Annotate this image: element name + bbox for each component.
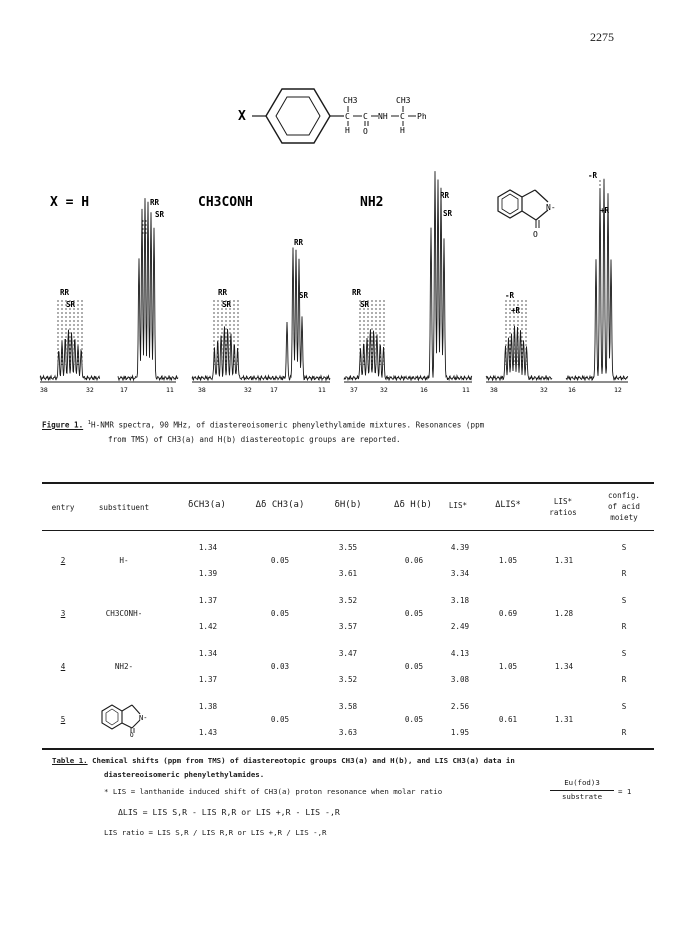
tick-p2-0: 38 [198, 386, 206, 394]
tick-p3-1: 32 [380, 386, 388, 394]
label-minus-r-p4-hb: -R [588, 171, 598, 180]
label-rr-p1-hb: RR [150, 198, 160, 207]
value-d-hb: 3.55 [338, 543, 358, 552]
value-dd-ch3: 0.05 [270, 609, 290, 618]
h-label-2: H [400, 126, 405, 135]
ph-label: Ph [417, 112, 427, 121]
value-lis: 1.95 [450, 728, 470, 737]
value-lis-ratio: 1.28 [554, 609, 574, 618]
nh-label: NH [378, 112, 388, 121]
value-lis-ratio: 1.31 [554, 556, 574, 565]
ch3-label-2: CH3 [396, 96, 411, 105]
header-substituent: substituent [98, 503, 150, 512]
h-label-1: H [345, 126, 350, 135]
value-lis: 3.18 [450, 596, 470, 605]
header-lis: LIS* [448, 501, 468, 510]
c-label-1: C [345, 112, 350, 121]
value-dd-hb: 0.06 [404, 556, 424, 565]
row5-isoindolinone-structure [96, 697, 160, 737]
footnote-lis-definition: * LIS = lanthanide induced shift of CH3(a) proton resonance when molar ratio [104, 787, 443, 796]
panel-title-nh2: NH2 [360, 195, 384, 210]
value-d-ch3: 1.34 [198, 649, 218, 658]
panel-title-h: X = H [50, 195, 90, 210]
page-number: 2275 [590, 30, 614, 44]
table-caption-lead: Table 1. [52, 756, 88, 765]
value-lis-ratio: 1.34 [554, 662, 574, 671]
x-substituent-label: X [238, 109, 246, 124]
spectrum-p3-ch3-multiplet [344, 329, 404, 380]
header-d-hb: δH(b) [334, 500, 362, 510]
spectrum-p4-hb-doublet [566, 179, 628, 381]
value-dd-ch3: 0.05 [270, 715, 290, 724]
value-d-hb: 3.52 [338, 596, 358, 605]
figure-caption-line2: from TMS) of CH3(a) and H(b) diastereotopic groups are reported. [108, 434, 401, 444]
value-d-ch3: 1.43 [198, 728, 218, 737]
nmr-spectra-figure [0, 150, 679, 400]
fraction-numerator: Eu(fod)3 [564, 778, 600, 787]
spectrum-p3-hb-doublet [404, 171, 472, 381]
row5-n-label: N- [139, 714, 148, 722]
label-sr-p3-ch3: SR [360, 300, 370, 309]
substituent-label: CH3CONH- [105, 609, 143, 618]
benzene-inner-ring [276, 97, 320, 135]
value-dlis: 0.61 [498, 715, 518, 724]
tick-p2-2: 17 [270, 386, 278, 394]
value-d-hb: 3.52 [338, 675, 358, 684]
tick-p3-2: 16 [420, 386, 428, 394]
tick-p3-0: 37 [350, 386, 358, 394]
value-lis: 3.34 [450, 569, 470, 578]
value-lis: 4.13 [450, 649, 470, 658]
value-lis-ratio: 1.31 [554, 715, 574, 724]
figure-caption [42, 416, 662, 447]
tick-p2-1: 32 [244, 386, 252, 394]
header-config-3: moiety [610, 513, 638, 522]
header-dlis: ΔLIS* [495, 500, 521, 510]
label-plus-r-p4-hb: +R [600, 206, 610, 215]
config-r: R [621, 675, 627, 684]
header-config-2: of acid [607, 502, 640, 511]
fraction-bar [550, 790, 614, 791]
tick-p4-1: 32 [540, 386, 548, 394]
header-config-1: config. [607, 491, 640, 500]
value-lis: 2.56 [450, 702, 470, 711]
label-sr-p2-hb: SR [299, 291, 309, 300]
value-lis: 3.08 [450, 675, 470, 684]
value-dlis: 1.05 [498, 662, 518, 671]
fraction-denominator: substrate [561, 792, 603, 801]
value-d-ch3: 1.38 [198, 702, 218, 711]
tick-p4-3: 12 [614, 386, 622, 394]
label-sr-p1-hb: SR [155, 210, 165, 219]
value-dd-hb: 0.05 [404, 609, 424, 618]
spectrum-p4-ch3-multiplet [486, 326, 552, 381]
entry-number: 4 [60, 662, 66, 671]
table-bottom-rule [42, 748, 654, 750]
c-label-2: C [363, 112, 368, 121]
value-dd-hb: 0.05 [404, 715, 424, 724]
label-sr-p1-ch3: SR [66, 300, 76, 309]
value-d-hb: 3.61 [338, 569, 358, 578]
value-dd-hb: 0.05 [404, 662, 424, 671]
table-caption-line2: diastereoisomeric phenylethylamides. [104, 770, 265, 779]
spectrum-p1-hb-doublet [118, 198, 178, 380]
value-dd-ch3: 0.05 [270, 556, 290, 565]
tick-p1-0: 38 [40, 386, 48, 394]
entry-number: 5 [60, 715, 66, 724]
value-lis: 4.39 [450, 543, 470, 552]
label-rr-p1-ch3: RR [60, 288, 70, 297]
header-dd-ch3: Δδ CH3(a) [255, 500, 305, 510]
substituent-label: NH2- [114, 662, 134, 671]
config-s: S [621, 543, 627, 552]
entry-number: 3 [60, 609, 66, 618]
c-label-3: C [400, 112, 405, 121]
footnote-lis-ratio: LIS ratio = LIS S,R / LIS R,R or LIS +,R / LIS -,R [104, 828, 327, 837]
value-dlis: 0.69 [498, 609, 518, 618]
table-top-rule [42, 482, 654, 484]
tick-p4-2: 16 [568, 386, 576, 394]
header-entry: entry [51, 503, 75, 512]
row5-o-label: O [130, 732, 134, 737]
value-d-ch3: 1.39 [198, 569, 218, 578]
label-sr-p3-hb: SR [443, 209, 453, 218]
o-label: O [363, 127, 368, 136]
value-d-hb: 3.63 [338, 728, 358, 737]
header-lis-ratios-2: ratios [549, 508, 577, 517]
header-dd-hb: Δδ H(b) [394, 500, 432, 510]
table-header-rule [42, 530, 654, 531]
isoindolinone-o-label: O [533, 230, 538, 239]
tick-p1-1: 32 [86, 386, 94, 394]
figure-caption-line1: H-NMR spectra, 90 MHz, of diastereoisomeric phenylethylamide mixtures. Resonances (ppm [91, 420, 485, 430]
value-d-hb: 3.47 [338, 649, 358, 658]
panel-title-ch3conh: CH3CONH [198, 195, 253, 210]
value-lis: 2.49 [450, 622, 470, 631]
isoindolinone-structure [498, 190, 556, 239]
tick-p1-3: 11 [166, 386, 174, 394]
config-r: R [621, 622, 627, 631]
value-d-ch3: 1.34 [198, 543, 218, 552]
tick-p2-3: 11 [318, 386, 326, 394]
entry-number: 2 [60, 556, 66, 565]
label-rr-p3-hb: RR [440, 191, 450, 200]
header-d-ch3: δCH3(a) [188, 500, 226, 510]
footnote-delta-lis: ΔLIS = LIS S,R - LIS R,R or LIS +,R - LIS -,R [118, 807, 340, 817]
header-lis-ratios-1: LIS* [553, 497, 573, 506]
spectrum-p2-ch3-multiplet [192, 326, 262, 380]
table-caption-line1: Table 1. Chemical shifts (ppm from TMS) of diastereotopic groups CH3(a) and H(b), and LIS CH3(a) data in [52, 756, 515, 765]
value-d-hb: 3.58 [338, 702, 358, 711]
isoindolinone-n-label: N- [546, 203, 556, 212]
ch3-label-1: CH3 [343, 96, 358, 105]
tick-p1-2: 17 [120, 386, 128, 394]
label-rr-p3-ch3: RR [352, 288, 362, 297]
tick-p3-3: 11 [462, 386, 470, 394]
value-dd-ch3: 0.03 [270, 662, 290, 671]
value-d-ch3: 1.42 [198, 622, 218, 631]
phenylethylamide-structure [220, 78, 480, 148]
value-d-ch3: 1.37 [198, 596, 218, 605]
figure-caption-lead: Figure 1. [42, 420, 84, 430]
config-s: S [621, 649, 627, 658]
config-r: R [621, 569, 627, 578]
label-rr-p2-hb: RR [294, 238, 304, 247]
fraction-equals: = 1 [618, 787, 632, 796]
label-sr-p2-ch3: SR [222, 300, 232, 309]
label-plus-r-p4-ch3: +R [511, 306, 521, 315]
config-r: R [621, 728, 627, 737]
config-s: S [621, 596, 627, 605]
config-s: S [621, 702, 627, 711]
value-d-hb: 3.57 [338, 622, 358, 631]
value-dlis: 1.05 [498, 556, 518, 565]
value-d-ch3: 1.37 [198, 675, 218, 684]
label-minus-r-p4-ch3: -R [505, 291, 515, 300]
tick-p4-0: 38 [490, 386, 498, 394]
figure-caption-sup: 1 [87, 420, 92, 426]
label-rr-p2-ch3: RR [218, 288, 228, 297]
substituent-label: H- [119, 556, 129, 565]
